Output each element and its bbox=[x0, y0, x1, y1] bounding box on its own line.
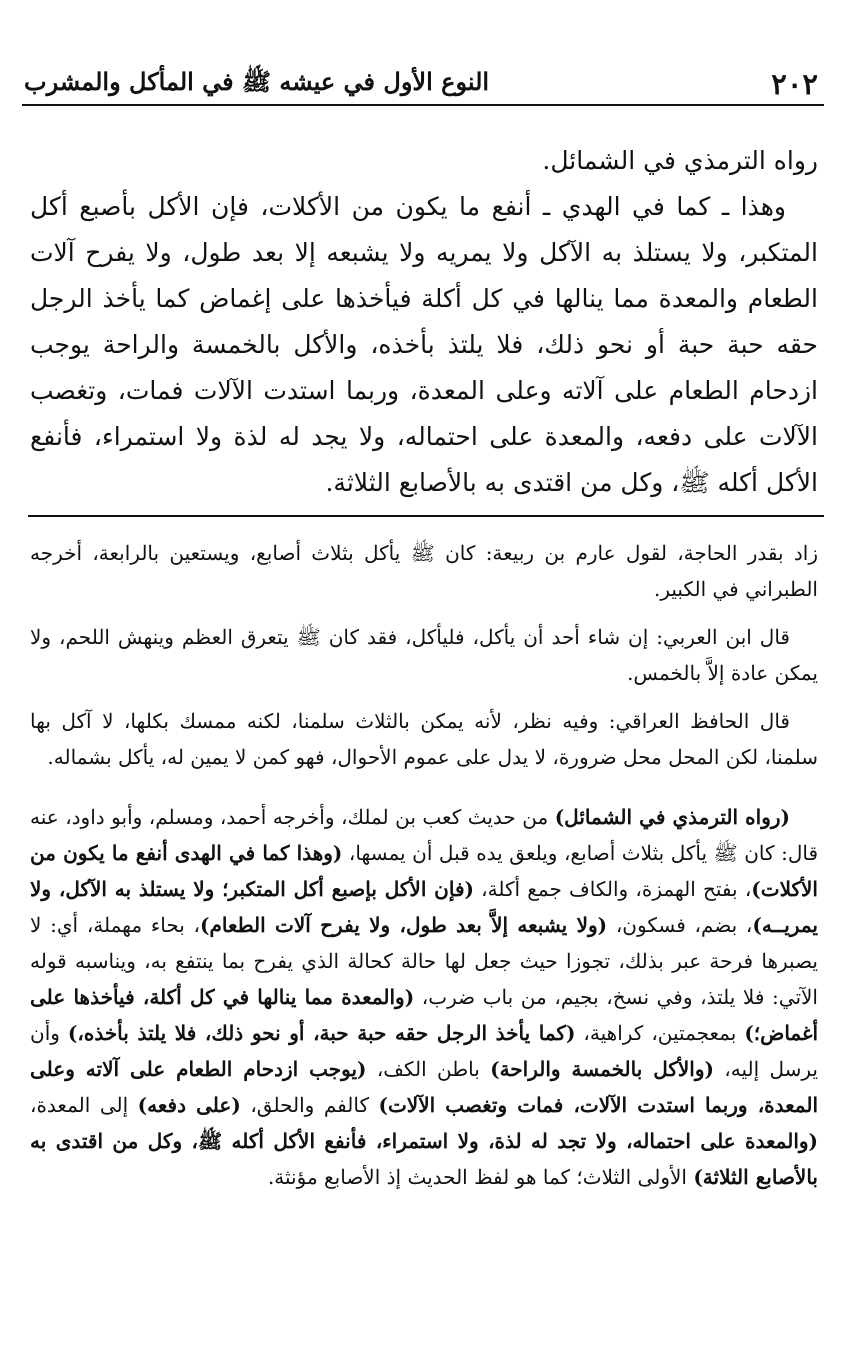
sharh-text: بمعجمتين، كراهية، bbox=[575, 1021, 745, 1045]
sharh-text: كالفم والحلق، bbox=[240, 1093, 379, 1117]
main-paragraph-1: رواه الترمذي في الشمائل. bbox=[542, 146, 818, 175]
running-title: النوع الأول في عيشه ﷺ في المأكل والمشرب bbox=[24, 66, 490, 96]
page-number: ٢٠٢ bbox=[771, 67, 818, 101]
quoted-matn: (وهذا كما في الهدى أنفع ما يكون من الأكلات) bbox=[30, 841, 818, 901]
header-divider bbox=[22, 104, 824, 106]
sharh-text: ، بضم، فسكون، bbox=[607, 913, 753, 937]
sharh-text: من حديث كعب بن لملك، وأخرجه أحمد، ومسلم، وأبو داود، عنه قال: كان ﷺ يأكل بثلاث أصابع، ويلعق يده قبل أن يمسها، bbox=[30, 805, 818, 865]
quoted-matn: (والمعدة مما ينالها في كل أكلة، فيأخذها على أغماض؛) bbox=[30, 985, 818, 1045]
commentary-paragraph-2: قال ابن العربي: إن شاء أحد أن يأكل، فليأكل، فقد كان ﷺ يتعرق العظم وينهش اللحم، ولا يمكن عادة إلاَّ بالخمس. bbox=[30, 625, 818, 685]
commentary-section bbox=[30, 535, 818, 1207]
commentary-paragraph-1: زاد بقدر الحاجة، لقول عارم بن ربيعة: كان ﷺ يأكل بثلاث أصابع، ويستعين بالرابعة، أخرجه الطبراني في الكبير. bbox=[30, 541, 818, 601]
sharh-text: باطن الكف، bbox=[366, 1057, 491, 1081]
main-text bbox=[30, 138, 818, 506]
sharh-text: إلى المعدة، bbox=[30, 1093, 138, 1117]
sharh-text: وأن يرسل إليه، bbox=[30, 1021, 818, 1081]
quoted-matn: (يوجب ازدحام الطعام على آلاته وعلى المعدة، وربما استدت الآلات، فمات وتغصب الآلات) bbox=[30, 1057, 819, 1117]
quoted-matn: (على دفعه) bbox=[137, 1093, 241, 1117]
sharh-text: الأولى الثلاث؛ كما هو لفظ الحديث إذ الأصابع مؤنثة. bbox=[267, 1165, 694, 1189]
quoted-matn: (ولا يشبعه إلاَّ بعد طول، ولا يفرح آلات الطعام) bbox=[200, 913, 608, 937]
quoted-matn: (فإن الأكل بإصبع أكل المتكبر؛ ولا يستلذ به الآكل، ولا يمريــه) bbox=[30, 877, 818, 937]
quoted-matn: (والأكل بالخمسة والراحة) bbox=[490, 1057, 714, 1081]
page-header bbox=[24, 62, 818, 106]
commentary-divider bbox=[28, 515, 824, 517]
commentary-paragraph-3: قال الحافظ العراقي: وفيه نظر، لأنه يمكن بالثلاث سلمنا، لكنه ممسك بكلها، لا آكل بها سلمنا، لكن المحل محل ضرورة، لا يدل على عموم الأحوال، فهو كمن لا يمين له، يأكل بشماله. bbox=[30, 709, 818, 769]
quoted-matn: (كما يأخذ الرجل حقه حبة حبة، أو نحو ذلك، فلا يلتذ بأخذه،) bbox=[67, 1021, 576, 1045]
sharh-text: ، بفتح الهمزة، والكاف جمع أكلة، bbox=[473, 877, 752, 901]
sharh-text: ، بحاء مهملة، أي: لا يصبرها فرحة عبر بذلك، تجوزا حيث جعل لها حالة كحالة الذي يفرح بما ينتفع به، ويناسبه قوله الآتي: فلا يلتذ، وفي نسخ، بجيم، من باب ضرب، bbox=[30, 913, 818, 1009]
quoted-matn: (رواه الترمذي في الشمائل) bbox=[554, 805, 790, 829]
main-paragraph-2: وهذا ـ كما في الهدي ـ أنفع ما يكون من الأكلات، فإن الأكل بأصبع أكل المتكبر، ولا يستلذ به الآكل ولا يمريه ولا يشبعه إلا بعد طول، ولا يفرح آلات الطعام والمعدة مما ينالها في كل أكلة فيأخذها على إغماض كما يأخذ الرجل حقه حبة حبة أو نحو ذلك، فلا يلتذ بأخذه، والأكل بالخمسة والراحة يوجب ازدحام الطعام على آلاته وعلى المعدة، وربما استدت الآلات فمات، وتغصب الآلات على دفعه، والمعدة على احتماله، ولا يجد له لذة ولا استمراء، فأنفع الأكل أكله ﷺ، وكل من اقتدى به بالأصابع الثلاثة. bbox=[30, 192, 818, 497]
commentary-paragraph-4 bbox=[30, 799, 818, 1195]
quoted-matn: (والمعدة على احتماله، ولا تجد له لذة، ولا استمراء، فأنفع الأكل أكله ﷺ، وكل من اقتدى به بالأصابع الثلاثة) bbox=[30, 1129, 818, 1189]
